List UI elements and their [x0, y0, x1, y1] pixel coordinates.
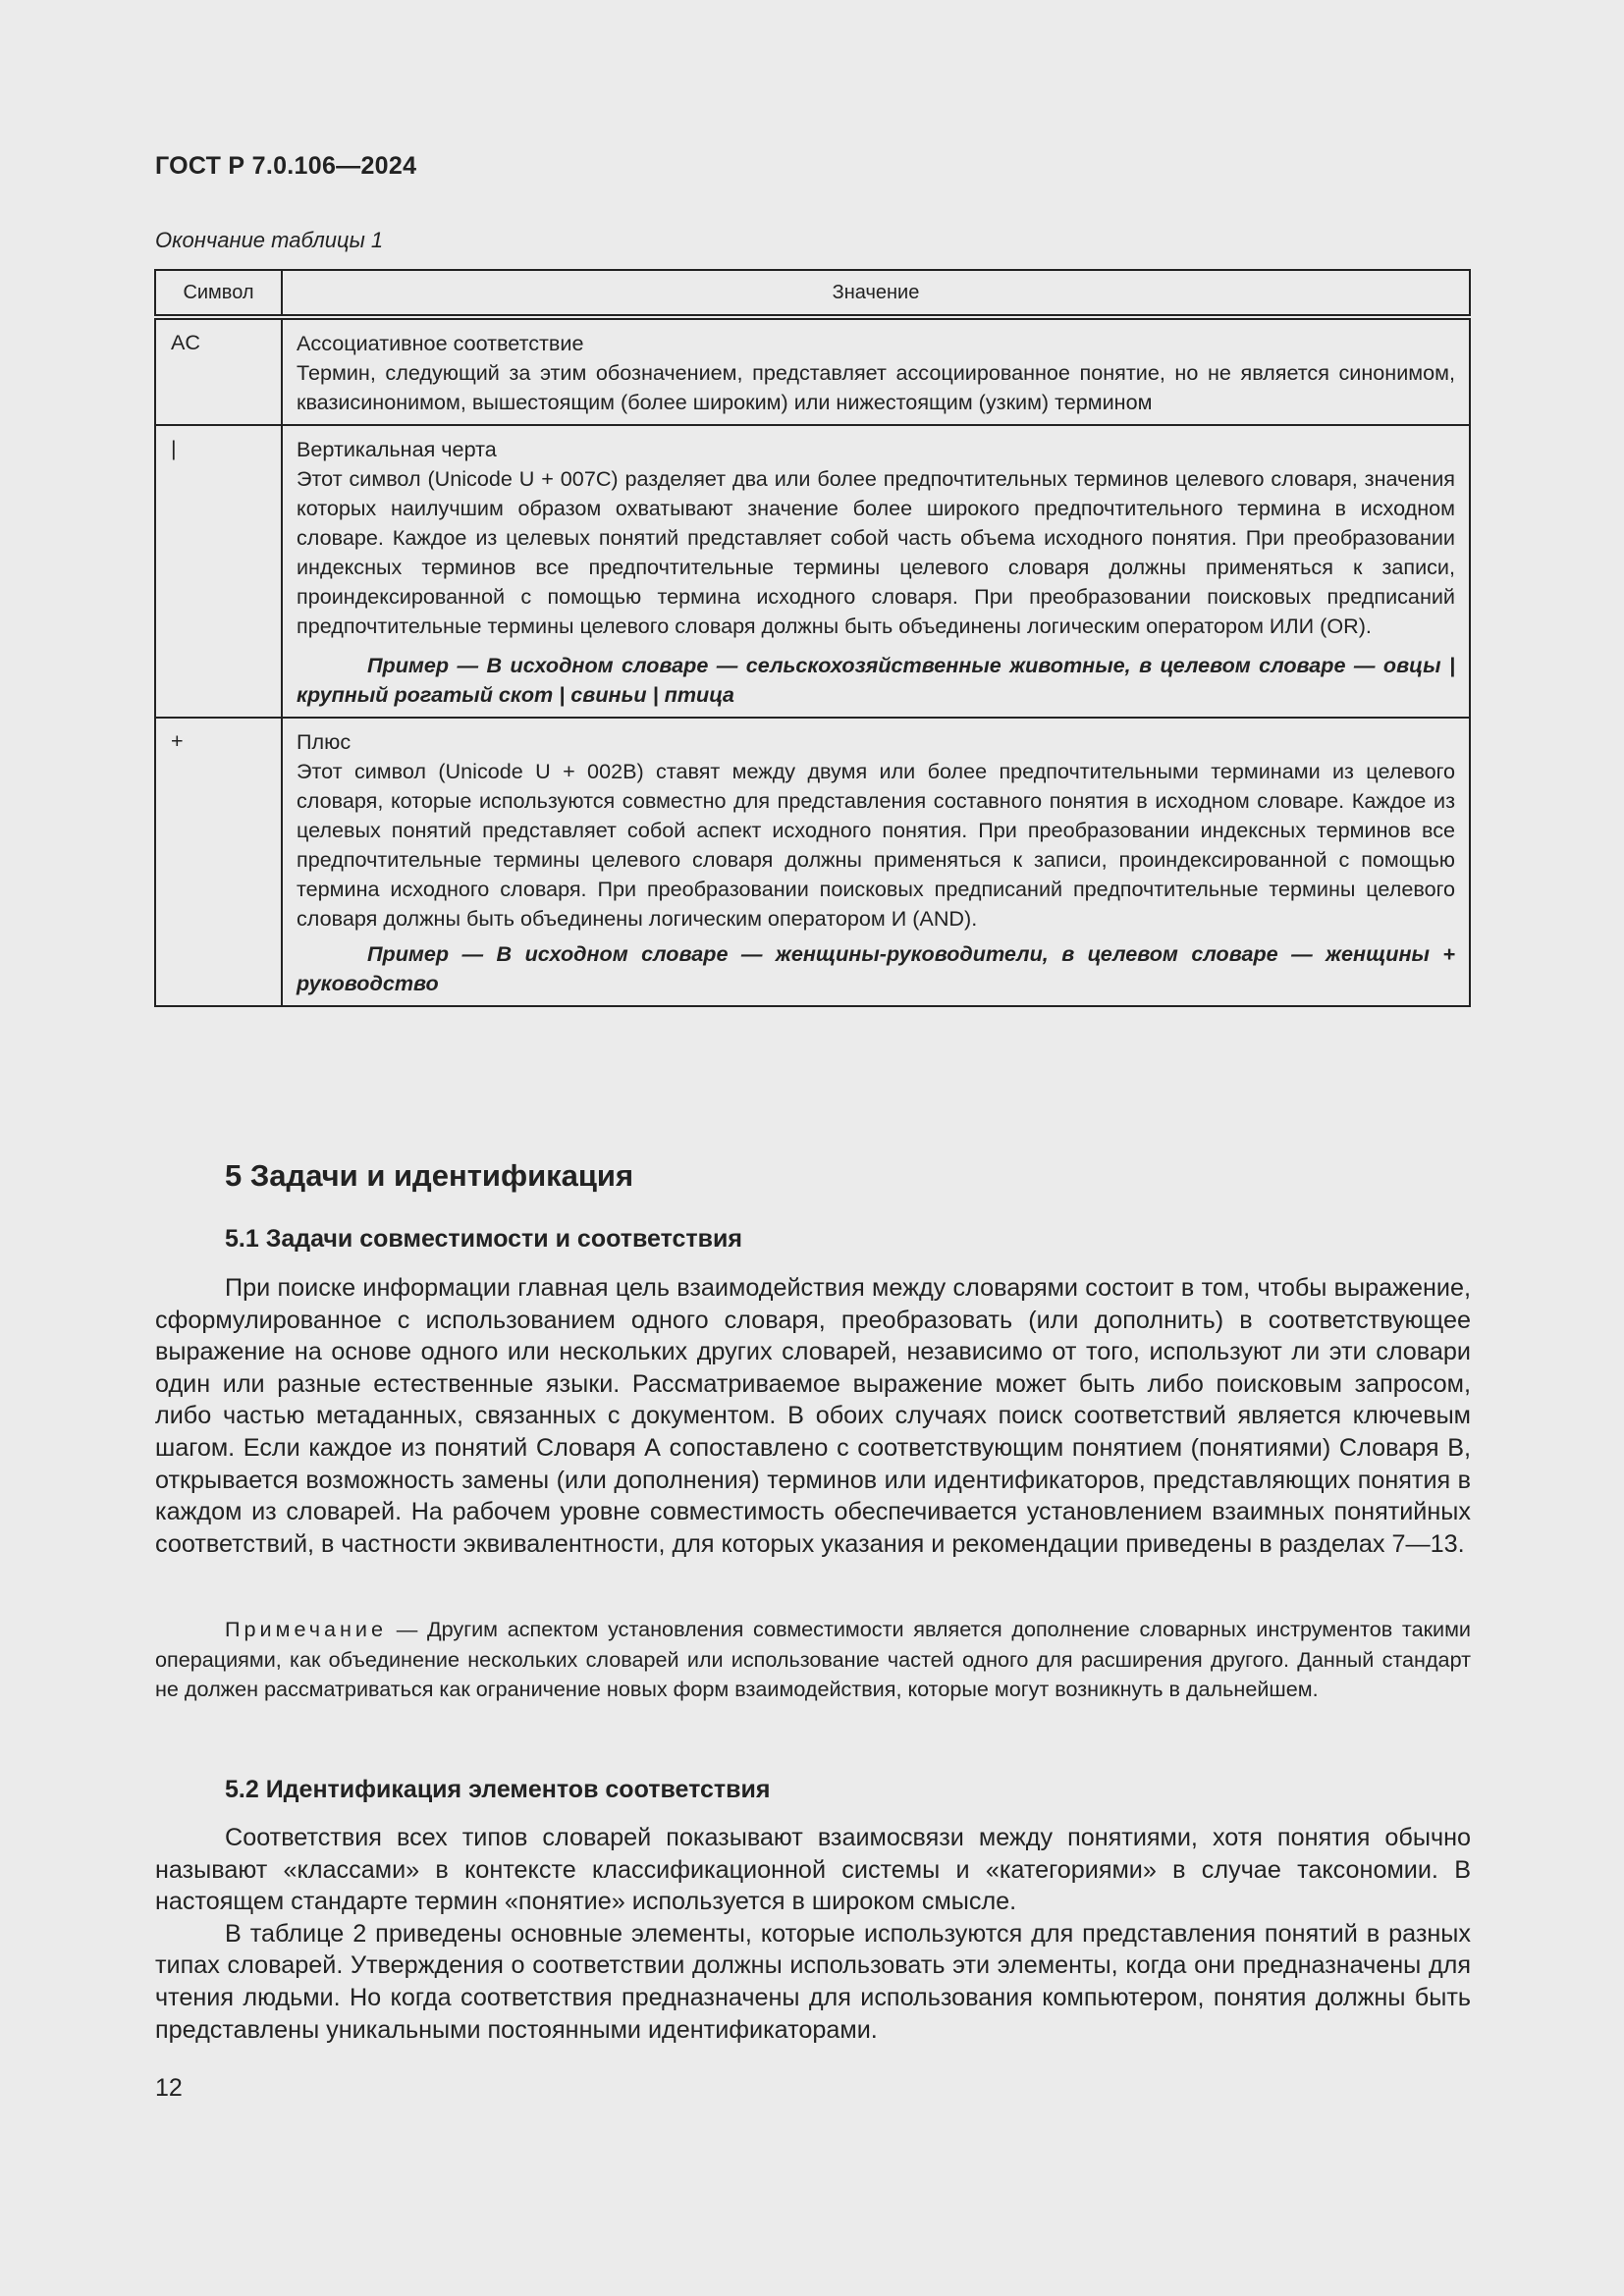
note-text: — Другим аспектом установления совместимости является дополнение словарных инструментов такими операциями, как объединение нескольких словарей или использование частей одного для расширения другого. Данный стандарт не должен рассматриваться как ограничение новых форм взаимодействия, которые могут возникнуть в дальнейшем. [155, 1617, 1471, 1701]
section-5-heading: 5 Задачи и идентификация [225, 1158, 634, 1193]
symbol-cell: AC [155, 317, 282, 425]
paragraph: Соответствия всех типов словарей показывают взаимосвязи между понятиями, хотя понятия обычно называют «классами» в контексте классификационной системы и «категориями» в случае таксономии. В настоящем стандарте термин «понятие» используется в широком смысле. [155, 1824, 1471, 1916]
symbol-cell: + [155, 718, 282, 1006]
section-5-1-heading: 5.1 Задачи совместимости и соответствия [225, 1225, 742, 1253]
meaning-cell [282, 718, 1470, 1006]
table-row [155, 317, 1470, 425]
table-header-row [155, 270, 1470, 317]
meaning-cell [282, 425, 1470, 718]
meaning-text: Этот символ (Unicode U + 002B) ставят между двумя или более предпочтительными терминами из целевого словаря, которые используются совместно для представления составного понятия в исходном словаре. Каждое из целевых понятий представляет собой аспект исходного понятия. При преобразовании индексных терминов все предпочтительные термины целевого словаря должны применяться к записи, проиндексированной с помощью термина исходного словаря. При преобразовании поисковых предписаний предпочтительные термины целевого словаря должны быть объединены логическим оператором И (AND). [297, 759, 1455, 931]
meaning-title: Ассоциативное соответствие [297, 331, 584, 355]
symbol-cell: | [155, 425, 282, 718]
example-text: Пример — В исходном словаре — сельскохозяйственные животные, в целевом словаре — овцы | крупный рогатый скот | свиньи | птица [297, 653, 1455, 707]
meaning-text: Этот символ (Unicode U + 007C) разделяет два или более предпочтительных терминов целевого словаря, значения которых наилучшим образом охватывают значение более широкого предпочтительного термина в исходном словаре. Каждое из целевых понятий представляет собой часть объема исходного понятия. При преобразовании индексных терминов все предпочтительные термины целевого словаря должны применяться к записи, проиндексированной с помощью термина исходного словаря. При преобразовании поисковых предписаний предпочтительные термины целевого словаря должны быть объединены логическим оператором ИЛИ (OR). [297, 466, 1455, 638]
table-row [155, 425, 1470, 718]
note-label: Примечание [225, 1617, 387, 1641]
section-5-1-body [155, 1272, 1471, 1560]
table-row [155, 718, 1470, 1006]
paragraph: При поиске информации главная цель взаимодействия между словарями состоит в том, чтобы выражение, сформулированное с использованием одного словаря, преобразовать (или дополнить) в соответствующее выражение на основе одного или нескольких других словарей, независимо от того, используют ли эти словари один или разные естественные языки. Рассматриваемое выражение может быть либо поисковым запросом, либо частью метаданных, связанных с документом. В обоих случаях поиск соответствий является ключевым шагом. Если каждое из понятий Словаря А сопоставлено с соответствующим понятием (понятиями) Словаря В, открывается возможность замены (или дополнения) терминов или идентификаторов, представляющих понятия в каждом из словарей. На рабочем уровне совместимость обеспечивается установлением взаимных понятийных соответствий, в частности эквивалентности, для которых указания и рекомендации приведены в разделах 7—13. [155, 1274, 1471, 1558]
paragraph: В таблице 2 приведены основные элементы, которые используются для представления понятий в разных типах словарей. Утверждения о соответствии должны использовать эти элементы, когда они предназначены для чтения людьми. Но когда соответствия предназначены для использования компьютером, понятия должны быть представлены уникальными постоянными идентификаторами. [155, 1919, 1471, 2044]
section-5-2-body [155, 1822, 1471, 2046]
column-header-meaning: Значение [282, 270, 1470, 317]
example-text: Пример — В исходном словаре — женщины-руководители, в целевом словаре — женщины + руководство [297, 941, 1455, 995]
meaning-text: Термин, следующий за этим обозначением, представляет ассоциированное понятие, но не является синонимом, квазисинонимом, вышестоящим (более широким) или нижестоящим (узким) термином [297, 360, 1455, 414]
note [155, 1615, 1471, 1705]
page-number: 12 [155, 2074, 183, 2102]
document-header: ГОСТ Р 7.0.106—2024 [155, 152, 417, 180]
table-continuation-label: Окончание таблицы 1 [155, 228, 384, 252]
meaning-cell [282, 317, 1470, 425]
symbols-table [154, 269, 1471, 1007]
column-header-symbol: Символ [155, 270, 282, 317]
meaning-title: Вертикальная черта [297, 437, 497, 461]
meaning-title: Плюс [297, 729, 352, 754]
section-5-2-heading: 5.2 Идентификация элементов соответствия [225, 1776, 771, 1803]
